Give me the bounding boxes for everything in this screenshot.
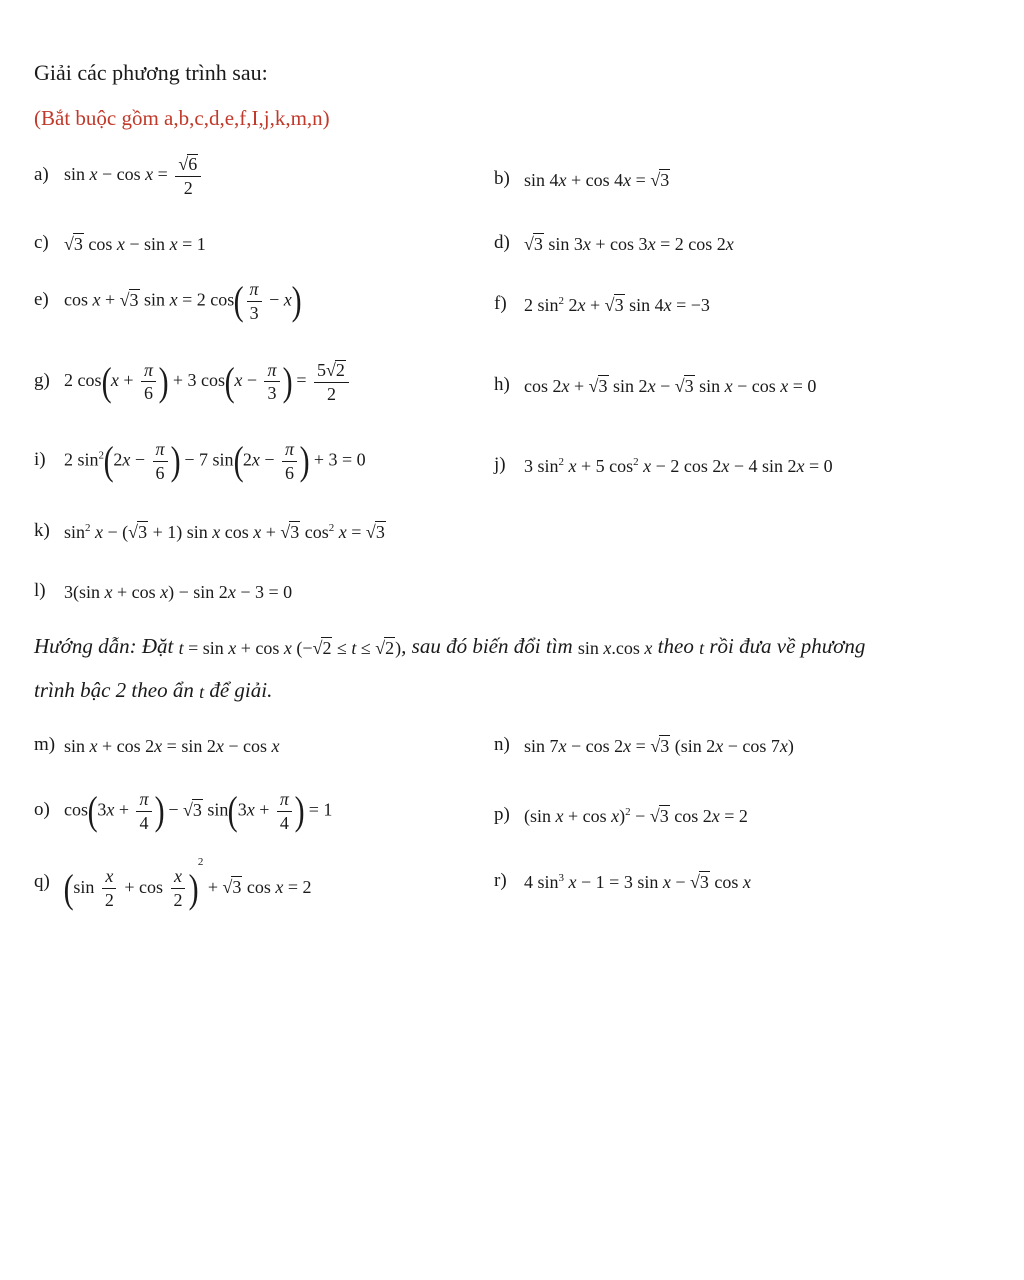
math-l: 3(sin x + cos x) − sin 2x − 3 = 0: [64, 581, 293, 602]
label-o: o): [34, 799, 50, 821]
label-r: r): [494, 870, 507, 891]
equation-i: [34, 440, 366, 483]
equation-h: [494, 374, 816, 397]
equation-o: [34, 790, 332, 833]
label-i: i): [34, 449, 46, 471]
equation-g: [34, 360, 352, 404]
label-m: m): [34, 734, 56, 755]
hint-prefix: Hướng dẫn: Đặt: [34, 634, 174, 658]
math-r: 4 $\sin^3 x - 1 = 3$ sin x − √3 cos x: [524, 872, 751, 893]
label-q: q): [34, 870, 50, 892]
label-k: k): [34, 520, 50, 541]
equation-l: [34, 580, 292, 603]
equation-d: [494, 232, 734, 255]
label-f: f): [494, 293, 507, 314]
math-b: sin 4x + cos 4x = √3: [524, 170, 670, 191]
equation-f: [494, 293, 710, 316]
hint-variable-t-2: t: [199, 681, 205, 702]
hint-variable-t: t: [699, 637, 705, 658]
label-h: h): [494, 374, 510, 395]
math-q: (sin $\frac{x}{2}$ + cos $\frac{x}{2}$ )$^2$ + √3 cos x = 2: [63, 856, 312, 911]
label-n: n): [494, 734, 510, 755]
equation-a: [34, 154, 204, 198]
math-n: sin 7x − cos 2x = √3 (sin 2x − cos 7x): [524, 736, 794, 757]
equation-m: [34, 734, 280, 757]
hint-line-2: [34, 678, 272, 703]
required-note: (Bắt buộc gồm a,b,c,d,e,f,I,j,k,m,n): [34, 106, 330, 130]
hint-line2: trình bậc 2 theo ẩn: [34, 678, 194, 702]
label-j: j): [494, 454, 506, 475]
math-o: cos(3x + $\frac{\pi}{4}$ ) − √3 sin(3x + $\frac{\pi}{4}$ ) = 1: [64, 788, 333, 834]
label-l: l): [34, 580, 46, 601]
equation-p: [494, 804, 748, 827]
math-m: sin x + cos 2x = sin 2x − cos x: [64, 735, 280, 756]
math-f: 2 $\sin^2 2x + √3$ sin 4x = −3: [524, 295, 710, 316]
math-g: 2 cos(x + $\frac{\pi}{6}$ ) + 3 cos(x − $\frac{\pi}{3}$ ) = $\frac{5√2}{2}$: [64, 360, 352, 404]
equation-c: [34, 232, 206, 255]
hint-line-1: [34, 634, 865, 659]
label-p: p): [494, 804, 510, 825]
hint-middle: , sau đó biến đổi tìm: [401, 634, 573, 658]
label-a: a): [34, 163, 49, 185]
equation-r: [494, 870, 751, 893]
label-b: b): [494, 168, 510, 189]
hint-line2-end: để giải.: [209, 678, 273, 702]
math-p: (sin x + cos x)$^2$ − √3 cos 2x = 2: [524, 806, 748, 827]
hint-substitution: t = sin x + cos x (−√2 ≤ t ≤ √2): [178, 638, 402, 659]
math-a: sin x − cos x = $\frac{√6}{2}$: [64, 154, 204, 198]
label-e: e): [34, 289, 49, 311]
hint-middle2: theo: [657, 634, 694, 658]
hint-product: sin x.cos x: [577, 637, 653, 658]
hint-suffix: rồi đưa về phương: [709, 634, 866, 658]
page-title: Giải các phương trình sau:: [34, 60, 268, 85]
math-k: $\sin^2 x - (√3 + 1)$ sin x cos x + √3 $\cos^2 x = √3$: [64, 522, 385, 543]
equation-k: [34, 520, 386, 543]
math-i: 2 $\sin^2(2x$ − $\frac{\pi}{6}$ ) − 7 sin(2x − $\frac{\pi}{6}$ ) + 3 = 0: [64, 438, 366, 484]
label-c: c): [34, 232, 49, 253]
equation-e: [34, 280, 301, 323]
equation-n: [494, 734, 794, 757]
label-d: d): [494, 232, 510, 253]
equation-j: [494, 454, 833, 477]
equation-b: [494, 168, 670, 191]
math-e: cos x + √3 sin x = 2 cos( $\frac{\pi}{3}$ − x): [64, 278, 302, 324]
equation-q: [34, 856, 312, 910]
math-h: cos 2x + √3 sin 2x − √3 sin x − cos x = 0: [524, 376, 817, 397]
math-j: 3 $\sin^2 x + 5$ $\cos^2 x - 2$ cos 2x − 4 sin 2x = 0: [524, 455, 833, 476]
math-d: √3 sin 3x + cos 3x = 2 cos 2x: [524, 234, 734, 255]
label-g: g): [34, 369, 50, 391]
math-c: √3 cos x − sin x = 1: [64, 234, 206, 255]
